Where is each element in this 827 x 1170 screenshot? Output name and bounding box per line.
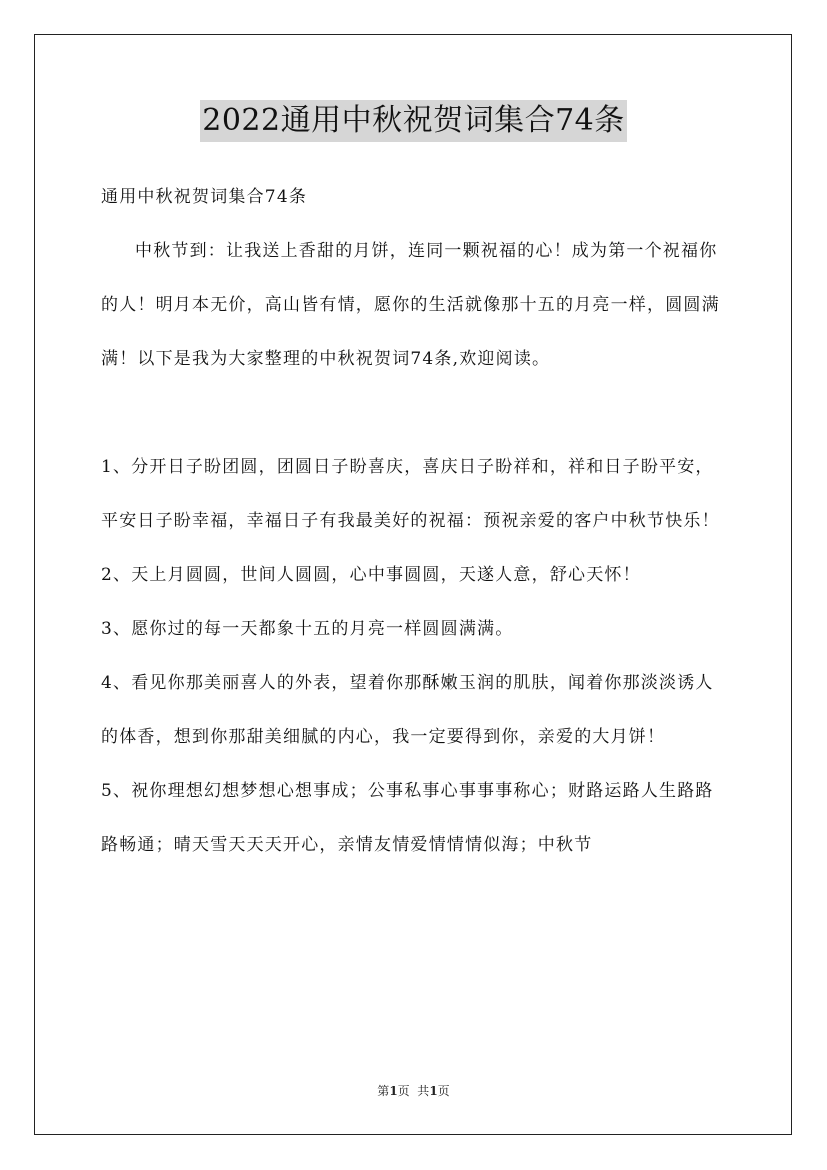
intro-paragraph: 中秋节到：让我送上香甜的月饼，连同一颗祝福的心！成为第一个祝福你的人！明月本无价，高山皆有情，愿你的生活就像那十五的月亮一样，圆圆满满！以下是我为大家整理的中秋祝贺词74条,欢迎阅读。 [101, 241, 720, 369]
document-subtitle: 通用中秋祝贺词集合74条 [101, 187, 308, 207]
paragraph-spacer [101, 386, 729, 440]
title-container [0, 100, 827, 142]
document-title[interactable]: 2022通用中秋祝贺词集合74条 [200, 100, 627, 142]
list-item: 3、愿你过的每一天都象十五的月亮一样圆圆满满。 [101, 619, 514, 639]
list-item: 1、分开日子盼团圆，团圆日子盼喜庆，喜庆日子盼祥和，祥和日子盼平安，平安日子盼幸福，幸福日子有我最美好的祝福：预祝亲爱的客户中秋节快乐！ [101, 457, 720, 531]
list-item: 4、看见你那美丽喜人的外表，望着你那酥嫩玉润的肌肤，闻着你那淡淡诱人的体香，想到你那甜美细腻的内心，我一定要得到你，亲爱的大月饼！ [101, 673, 714, 747]
list-item: 2、天上月圆圆，世间人圆圆，心中事圆圆，天遂人意，舒心天怀！ [101, 565, 641, 585]
page-label-mid: 页 共 [397, 1084, 430, 1098]
total-pages-number: 1 [429, 1084, 438, 1098]
current-page-number: 1 [389, 1084, 398, 1098]
list-item: 5、祝你理想幻想梦想心想事成；公事私事心事事事称心；财路运路人生路路路畅通；晴天雪天天天开心，亲情友情爱情情情似海；中秋节 [101, 781, 714, 855]
page-label-prefix: 第 [377, 1084, 390, 1098]
document-body [101, 170, 729, 872]
page-footer [0, 1082, 827, 1099]
page-label-suffix: 页 [437, 1084, 450, 1098]
